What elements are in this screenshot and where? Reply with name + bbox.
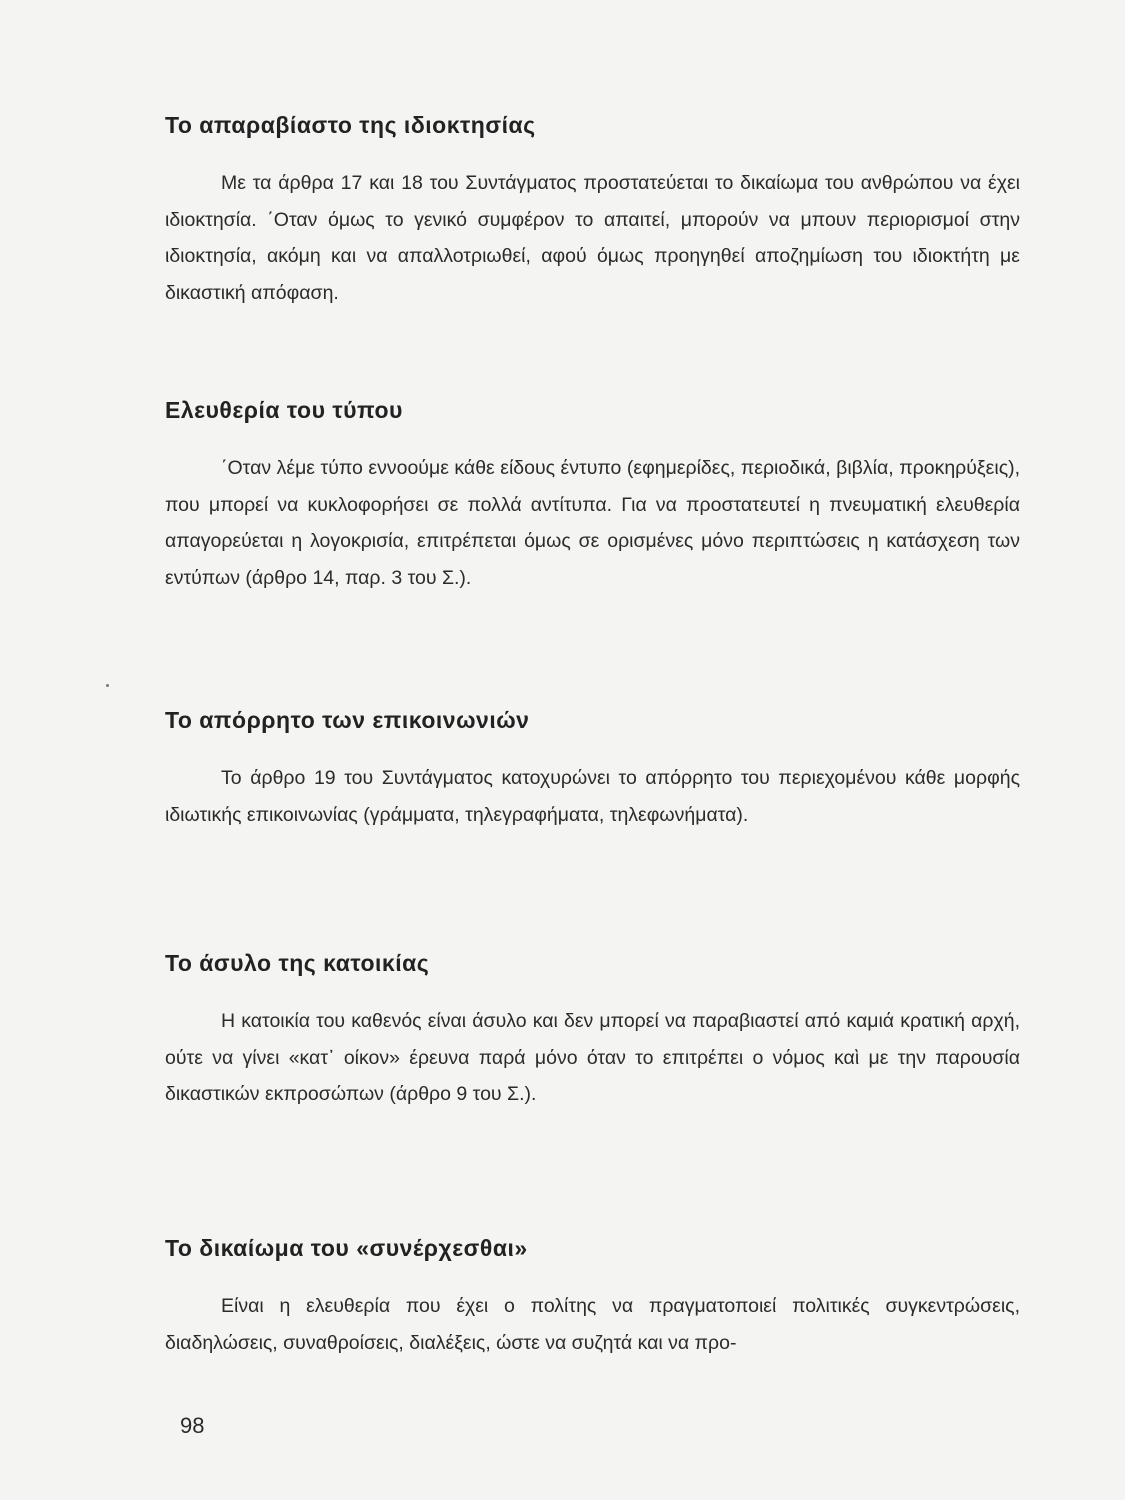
section-body: Με τα άρθρα 17 και 18 του Συντάγματος προστατεύεται το δικαίωμα του ανθρώπου να έχει ιδιοκτησία. ΄Οταν όμως το γενικό συμφέρον το απαιτεί, μπορούν να μπουν περιορισμοί στην ιδιοκτησία, ακόμη και να απαλλοτριωθεί, αφού όμως προηγηθεί αποζημίωση του ιδιοκτήτη με δικαστική απόφαση. xyxy=(165,172,1020,304)
section-title: Ελευθερία του τύπου xyxy=(165,397,403,423)
section-home-asylum xyxy=(165,950,1020,1113)
section-body: Είναι η ελευθερία που έχει ο πολίτης να πραγματοποιεί πολιτικές συγκεντρώσεις, διαδηλώσεις, συναθροίσεις, διαλέξεις, ώστε να συζητά και να προ- xyxy=(165,1295,1020,1354)
scan-speck xyxy=(106,684,109,687)
section-property xyxy=(165,112,1020,311)
section-communications-secrecy xyxy=(165,707,1020,833)
section-body: Το άρθρο 19 του Συντάγματος κατοχυρώνει το απόρρητο του περιεχομένου κάθε μορφής ιδιωτικής επικοινωνίας (γράμματα, τηλεγραφήματα, τηλεφωνήματα). xyxy=(165,767,1020,826)
page-number: 98 xyxy=(180,1413,205,1438)
section-title: Το άσυλο της κατοικίας xyxy=(165,950,430,976)
section-title: Το απαραβίαστο της ιδιοκτησίας xyxy=(165,112,536,138)
section-body: Η κατοικία του καθενός είναι άσυλο και δεν μπορεί να παραβιαστεί από καμιά κρατική αρχή, ούτε να γίνει «κατ᾽ οίκον» έρευνα παρά μόνο όταν το επιτρέπει ο νόμος καὶ με την παρουσία δικαστικών εκπροσώπων (άρθρο 9 του Σ.). xyxy=(165,1010,1020,1105)
section-title: Το δικαίωμα του «συνέρχεσθαι» xyxy=(165,1235,528,1261)
section-title: Το απόρρητο των επικοινωνιών xyxy=(165,707,530,733)
section-assembly-right xyxy=(165,1235,1020,1361)
section-body: ΄Οταν λέμε τύπο εννοούμε κάθε είδους έντυπο (εφημερίδες, περιοδικά, βιβλία, προκηρύξεις), που μπορεί να κυκλοφορήσει σε πολλά αντίτυπα. Για να προστατευτεί η πνευματική ελευθερία απαγορεύεται η λογοκρισία, επιτρέπεται όμως σε ορισμένες μόνο περιπτώσεις η κατάσχεση των εντύπων (άρθρο 14, παρ. 3 του Σ.). xyxy=(165,457,1020,589)
section-press-freedom xyxy=(165,397,1020,596)
